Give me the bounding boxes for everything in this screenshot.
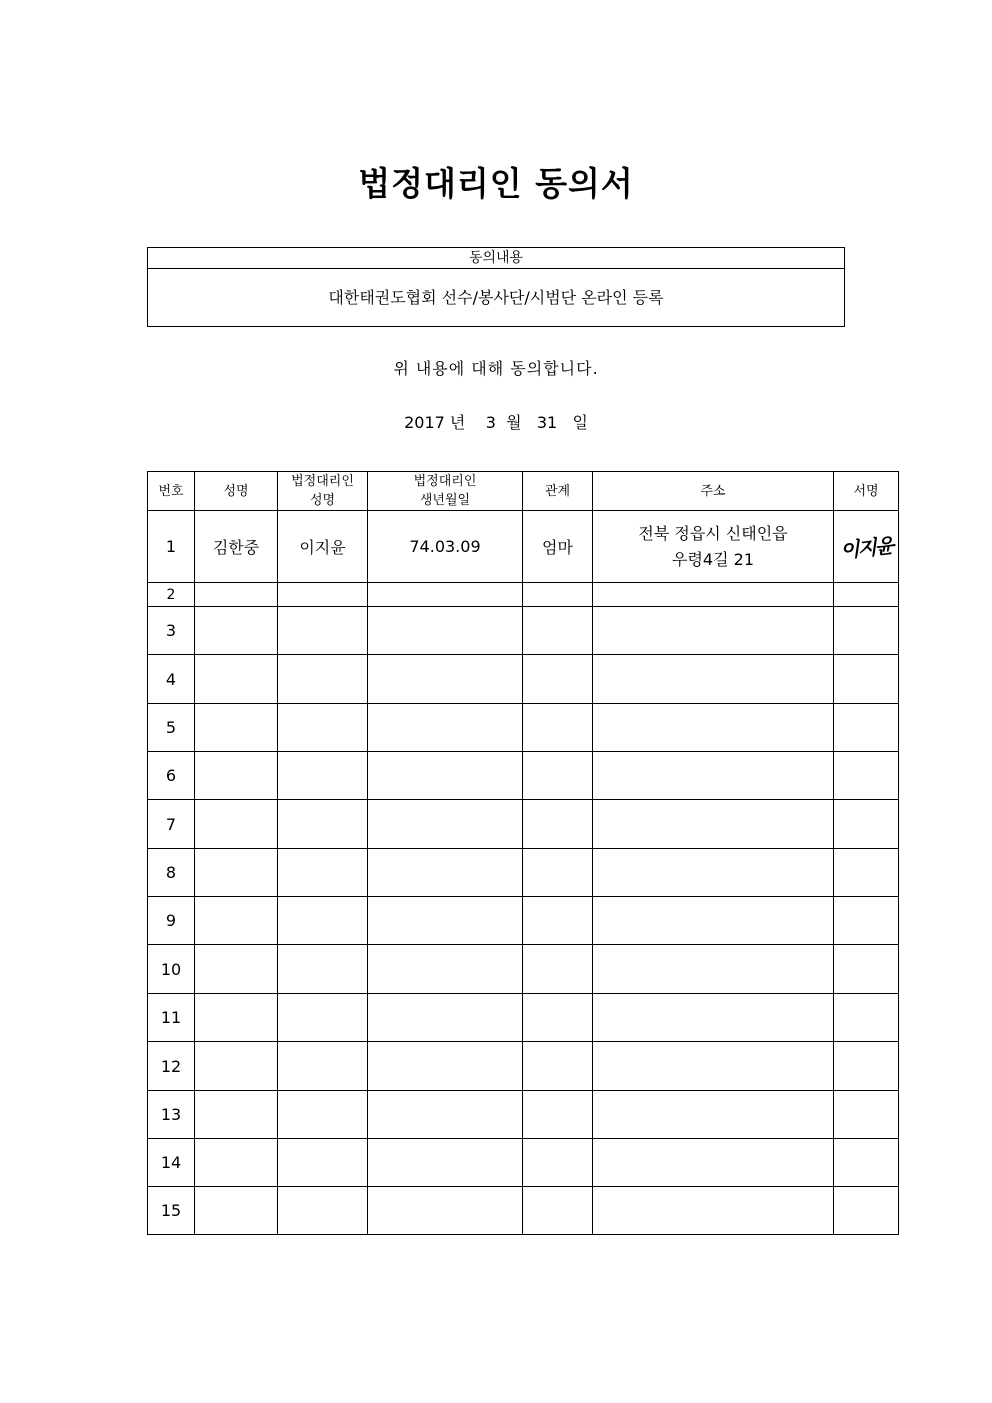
row-relation	[523, 994, 593, 1042]
row-name	[195, 655, 278, 704]
header-guardian-birth-line1: 법정대리인	[413, 474, 477, 489]
row-relation	[523, 1139, 593, 1187]
row-guardian-name	[278, 1187, 368, 1235]
row-guardian-birth: 74.03.09	[368, 511, 523, 583]
table-row	[148, 1042, 899, 1091]
row-guardian-name	[278, 583, 368, 607]
row-address	[593, 945, 834, 994]
row-guardian-name: 이지윤	[278, 511, 368, 583]
row-signature	[834, 849, 899, 897]
row-relation	[523, 655, 593, 704]
row-signature	[834, 1187, 899, 1235]
header-guardian-birth	[368, 472, 523, 511]
row-relation	[523, 704, 593, 752]
row-guardian-name	[278, 1091, 368, 1139]
row-relation	[523, 1187, 593, 1235]
header-no: 번호	[148, 472, 195, 511]
row-signature	[834, 607, 899, 655]
header-relation: 관계	[523, 472, 593, 511]
row-guardian-name	[278, 994, 368, 1042]
row-name	[195, 994, 278, 1042]
table-row	[148, 583, 899, 607]
table-row	[148, 849, 899, 897]
consent-body: 대한태권도협회 선수/봉사단/시범단 온라인 등록	[328, 288, 664, 307]
guardian-table	[147, 471, 899, 1235]
table-row	[148, 752, 899, 800]
table-row	[148, 655, 899, 704]
row-guardian-name	[278, 752, 368, 800]
row-signature	[834, 655, 899, 704]
header-guardian-name	[278, 472, 368, 511]
date-month-unit: 월	[506, 413, 522, 432]
row-guardian-birth	[368, 945, 523, 994]
row-guardian-birth	[368, 1091, 523, 1139]
consent-box	[147, 247, 845, 327]
table-row	[148, 1091, 899, 1139]
date-month: 3	[485, 413, 496, 432]
row-name	[195, 1139, 278, 1187]
header-address: 주소	[593, 472, 834, 511]
date-year-unit: 년	[449, 413, 466, 432]
row-guardian-birth	[368, 849, 523, 897]
row-no: 2	[148, 583, 195, 607]
row-signature	[834, 583, 899, 607]
row-name	[195, 1187, 278, 1235]
row-no: 5	[148, 704, 195, 752]
row-guardian-birth	[368, 752, 523, 800]
row-signature	[834, 1091, 899, 1139]
row-relation	[523, 897, 593, 945]
table-row	[148, 1139, 899, 1187]
row-no: 12	[148, 1042, 195, 1091]
row-signature	[834, 1042, 899, 1091]
table-row	[148, 511, 899, 583]
row-relation	[523, 1042, 593, 1091]
row-signature	[834, 800, 899, 849]
row-no: 1	[148, 511, 195, 583]
row-no: 10	[148, 945, 195, 994]
row-guardian-birth	[368, 1139, 523, 1187]
page-title: 법정대리인 동의서	[358, 164, 634, 203]
date-day: 31	[536, 413, 558, 432]
row-address	[593, 511, 834, 583]
table-row	[148, 945, 899, 994]
row-name	[195, 800, 278, 849]
header-name: 성명	[195, 472, 278, 511]
row-guardian-birth	[368, 607, 523, 655]
row-guardian-birth	[368, 1187, 523, 1235]
row-address	[593, 800, 834, 849]
row-guardian-name	[278, 945, 368, 994]
row-guardian-birth	[368, 994, 523, 1042]
table-row	[148, 1187, 899, 1235]
row-signature	[834, 511, 899, 583]
row-address-line2: 우령4길 21	[672, 549, 754, 569]
row-guardian-name	[278, 655, 368, 704]
row-no: 13	[148, 1091, 195, 1139]
row-guardian-birth	[368, 704, 523, 752]
row-guardian-name	[278, 1139, 368, 1187]
row-name	[195, 1091, 278, 1139]
row-address	[593, 704, 834, 752]
row-guardian-name	[278, 800, 368, 849]
row-address	[593, 752, 834, 800]
row-name	[195, 1042, 278, 1091]
row-address	[593, 1042, 834, 1091]
row-no: 7	[148, 800, 195, 849]
row-address-line1: 전북 정읍시 신태인읍	[638, 523, 788, 543]
table-row	[148, 994, 899, 1042]
row-guardian-name	[278, 704, 368, 752]
handwritten-signature: 이지윤	[839, 533, 894, 563]
row-no: 11	[148, 994, 195, 1042]
table-header-row	[148, 472, 899, 511]
row-relation	[523, 800, 593, 849]
date-day-unit: 일	[572, 413, 588, 432]
row-guardian-birth	[368, 655, 523, 704]
row-name	[195, 607, 278, 655]
row-no: 9	[148, 897, 195, 945]
row-relation	[523, 583, 593, 607]
row-relation	[523, 752, 593, 800]
row-signature	[834, 752, 899, 800]
row-guardian-name	[278, 897, 368, 945]
row-name: 김한중	[195, 511, 278, 583]
row-name	[195, 897, 278, 945]
row-address	[593, 897, 834, 945]
row-name	[195, 704, 278, 752]
table-row	[148, 704, 899, 752]
row-signature	[834, 994, 899, 1042]
row-no: 4	[148, 655, 195, 704]
consent-header: 동의내용	[148, 248, 844, 269]
row-signature	[834, 945, 899, 994]
row-guardian-birth	[368, 1042, 523, 1091]
header-guardian-birth-line2: 생년월일	[419, 493, 471, 508]
row-no: 14	[148, 1139, 195, 1187]
row-guardian-birth	[368, 800, 523, 849]
table-row	[148, 800, 899, 849]
row-name	[195, 752, 278, 800]
row-no: 15	[148, 1187, 195, 1235]
table-row	[148, 897, 899, 945]
row-no: 3	[148, 607, 195, 655]
agree-statement: 위 내용에 대해 동의합니다.	[393, 359, 599, 378]
header-signature: 서명	[834, 472, 899, 511]
row-address	[593, 607, 834, 655]
row-guardian-birth	[368, 897, 523, 945]
row-signature	[834, 704, 899, 752]
row-guardian-name	[278, 849, 368, 897]
row-guardian-name	[278, 1042, 368, 1091]
header-guardian-name-line1: 법정대리인	[291, 474, 354, 489]
date-year: 2017	[404, 413, 445, 432]
row-guardian-name	[278, 607, 368, 655]
row-relation	[523, 607, 593, 655]
row-name	[195, 849, 278, 897]
row-address	[593, 994, 834, 1042]
date-line	[0, 410, 992, 433]
row-address	[593, 583, 834, 607]
row-signature	[834, 1139, 899, 1187]
row-relation	[523, 1091, 593, 1139]
row-address	[593, 1187, 834, 1235]
row-no: 8	[148, 849, 195, 897]
row-address	[593, 655, 834, 704]
row-signature	[834, 897, 899, 945]
row-relation	[523, 849, 593, 897]
row-address	[593, 849, 834, 897]
row-no: 6	[148, 752, 195, 800]
row-relation	[523, 945, 593, 994]
header-guardian-name-line2: 성명	[309, 493, 336, 508]
row-address	[593, 1091, 834, 1139]
row-guardian-birth	[368, 583, 523, 607]
table-row	[148, 607, 899, 655]
row-name	[195, 583, 278, 607]
row-relation: 엄마	[523, 511, 593, 583]
row-address	[593, 1139, 834, 1187]
row-name	[195, 945, 278, 994]
